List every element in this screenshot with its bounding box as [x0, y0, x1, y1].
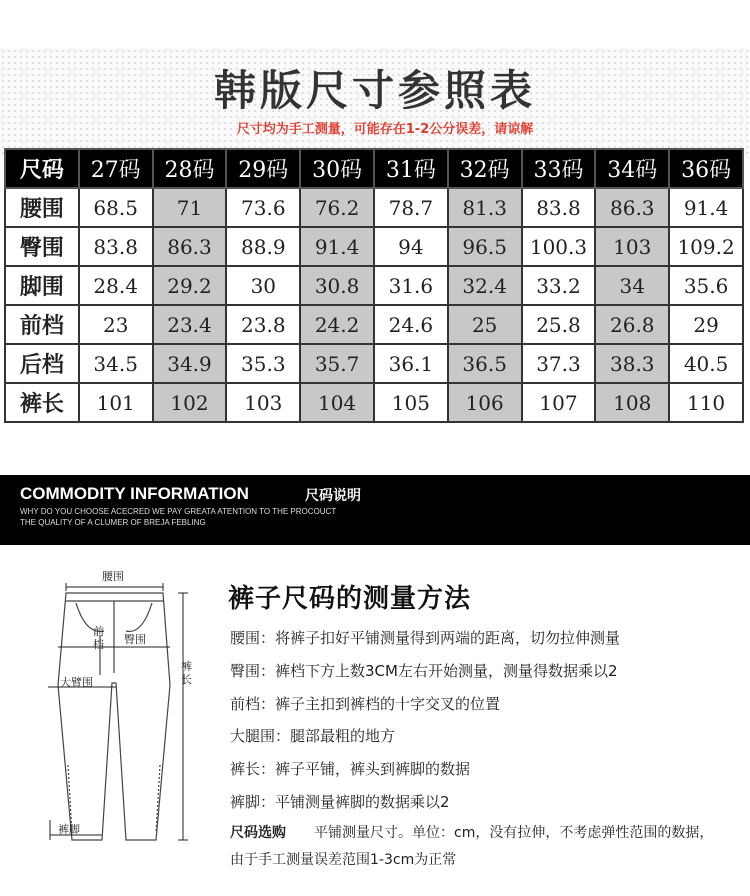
- waist-label: 腰围: [102, 570, 124, 583]
- table-cell: 26.8: [595, 305, 669, 344]
- table-row: [5, 188, 743, 227]
- table-cell: 34: [595, 266, 669, 305]
- table-cell: 24.2: [300, 305, 374, 344]
- table-cell: 102: [153, 383, 227, 422]
- size-header-row: [5, 149, 743, 188]
- table-cell: 33.2: [522, 266, 596, 305]
- table-cell: 105: [374, 383, 448, 422]
- size-header-cell: 36码: [669, 149, 743, 188]
- table-cell: 30: [226, 266, 300, 305]
- table-cell: 94: [374, 227, 448, 266]
- table-cell: 106: [448, 383, 522, 422]
- commodity-subline-1: WHY DO YOU CHOOSE ACECRED WE PAY GREATA ATENTION TO THE PROCOUCT: [20, 507, 337, 516]
- note-line-1: 平铺测量尺寸。单位：cm，没有拉伸，不考虑弹性范围的数据，: [314, 825, 714, 841]
- table-row: [5, 305, 743, 344]
- table-row: [5, 266, 743, 305]
- table-cell: 107: [522, 383, 596, 422]
- table-cell: 110: [669, 383, 743, 422]
- table-cell: 30.8: [300, 266, 374, 305]
- table-cell: 86.3: [153, 227, 227, 266]
- length-label-1: 裤: [181, 660, 192, 673]
- size-selection-note: [230, 822, 713, 842]
- pants-measurement-diagram: [38, 565, 208, 850]
- size-header-cell: 31码: [374, 149, 448, 188]
- table-cell: 37.3: [522, 344, 596, 383]
- front-rise-label-2: 档: [93, 638, 104, 651]
- measure-line-waist: 腰围：将裤子扣好平铺测量得到两端的距离，切勿拉伸测量: [230, 629, 621, 647]
- table-cell: 28.4: [79, 266, 153, 305]
- measure-line-length: 裤长：裤子平铺，裤头到裤脚的数据: [230, 760, 471, 778]
- row-label: 后档: [5, 344, 79, 383]
- commodity-info-banner: [0, 475, 750, 545]
- table-cell: 29.2: [153, 266, 227, 305]
- size-selection-note-2: [230, 849, 456, 869]
- note-heading: 尺码选购: [230, 825, 286, 841]
- measure-line-hip: 臀围：裤档下方上数3CM左右开始测量，测量得数据乘以2: [230, 662, 618, 680]
- table-cell: 29: [669, 305, 743, 344]
- table-row: [5, 344, 743, 383]
- table-cell: 25.8: [522, 305, 596, 344]
- table-cell: 25: [448, 305, 522, 344]
- table-cell: 35.7: [300, 344, 374, 383]
- table-cell: 91.4: [669, 188, 743, 227]
- table-cell: 38.3: [595, 344, 669, 383]
- measure-line-thigh: 大腿围：腿部最粗的地方: [230, 727, 396, 745]
- length-label-2: 长: [181, 673, 192, 686]
- row-label: 裤长: [5, 383, 79, 422]
- table-cell: 35.3: [226, 344, 300, 383]
- size-chart-table: [4, 148, 744, 423]
- table-cell: 24.6: [374, 305, 448, 344]
- measure-line-front-rise: 前档：裤子主扣到裤档的十字交叉的位置: [230, 695, 501, 713]
- size-header-cell: 30码: [300, 149, 374, 188]
- page-subtitle: 尺寸均为手工测量，可能存在1-2公分误差，请谅解: [236, 122, 534, 137]
- measure-title: 裤子尺码的测量方法: [228, 584, 472, 614]
- size-header-cell: 33码: [522, 149, 596, 188]
- table-cell: 40.5: [669, 344, 743, 383]
- size-header-cell: 29码: [226, 149, 300, 188]
- table-row: [5, 227, 743, 266]
- table-cell: 109.2: [669, 227, 743, 266]
- table-cell: 78.7: [374, 188, 448, 227]
- table-cell: 34.9: [153, 344, 227, 383]
- table-cell: 35.6: [669, 266, 743, 305]
- table-cell: 83.8: [522, 188, 596, 227]
- table-cell: 31.6: [374, 266, 448, 305]
- size-header-cell: 34码: [595, 149, 669, 188]
- table-cell: 76.2: [300, 188, 374, 227]
- table-cell: 23.4: [153, 305, 227, 344]
- table-cell: 83.8: [79, 227, 153, 266]
- table-cell: 34.5: [79, 344, 153, 383]
- row-label: 腰围: [5, 188, 79, 227]
- table-cell: 73.6: [226, 188, 300, 227]
- table-cell: 100.3: [522, 227, 596, 266]
- table-cell: 91.4: [300, 227, 374, 266]
- table-cell: 108: [595, 383, 669, 422]
- row-label: 臀围: [5, 227, 79, 266]
- table-cell: 68.5: [79, 188, 153, 227]
- size-header-cell: 28码: [153, 149, 227, 188]
- commodity-title-cn: 尺码说明: [305, 488, 361, 504]
- table-cell: 101: [79, 383, 153, 422]
- commodity-subline-2: THE QUALITY OF A CLUMER OF BREJA FEBLING: [20, 518, 206, 527]
- hip-label: 臀围: [124, 633, 146, 646]
- leg-opening-label: 裤脚: [58, 823, 80, 836]
- table-cell: 88.9: [226, 227, 300, 266]
- commodity-title: COMMODITY INFORMATION: [20, 484, 249, 503]
- table-cell: 36.1: [374, 344, 448, 383]
- page-title: 韩版尺寸参照表: [213, 66, 536, 115]
- thigh-label: 大臂围: [60, 676, 93, 689]
- row-label: 前档: [5, 305, 79, 344]
- row-label: 脚围: [5, 266, 79, 305]
- table-cell: 81.3: [448, 188, 522, 227]
- table-cell: 86.3: [595, 188, 669, 227]
- table-cell: 23.8: [226, 305, 300, 344]
- size-header-cell: 32码: [448, 149, 522, 188]
- table-cell: 23: [79, 305, 153, 344]
- table-cell: 103: [226, 383, 300, 422]
- front-rise-label-1: 前: [93, 625, 104, 638]
- table-cell: 71: [153, 188, 227, 227]
- note-line-2: 由于手工测量误差范围1-3cm为正常: [230, 852, 457, 868]
- table-cell: 32.4: [448, 266, 522, 305]
- table-cell: 103: [595, 227, 669, 266]
- table-row: [5, 383, 743, 422]
- table-cell: 36.5: [448, 344, 522, 383]
- table-cell: 104: [300, 383, 374, 422]
- table-cell: 96.5: [448, 227, 522, 266]
- measure-line-leg-opening: 裤脚：平铺测量裤脚的数据乘以2: [230, 793, 450, 811]
- size-header-cell: 27码: [79, 149, 153, 188]
- size-corner-cell: 尺码: [5, 149, 79, 188]
